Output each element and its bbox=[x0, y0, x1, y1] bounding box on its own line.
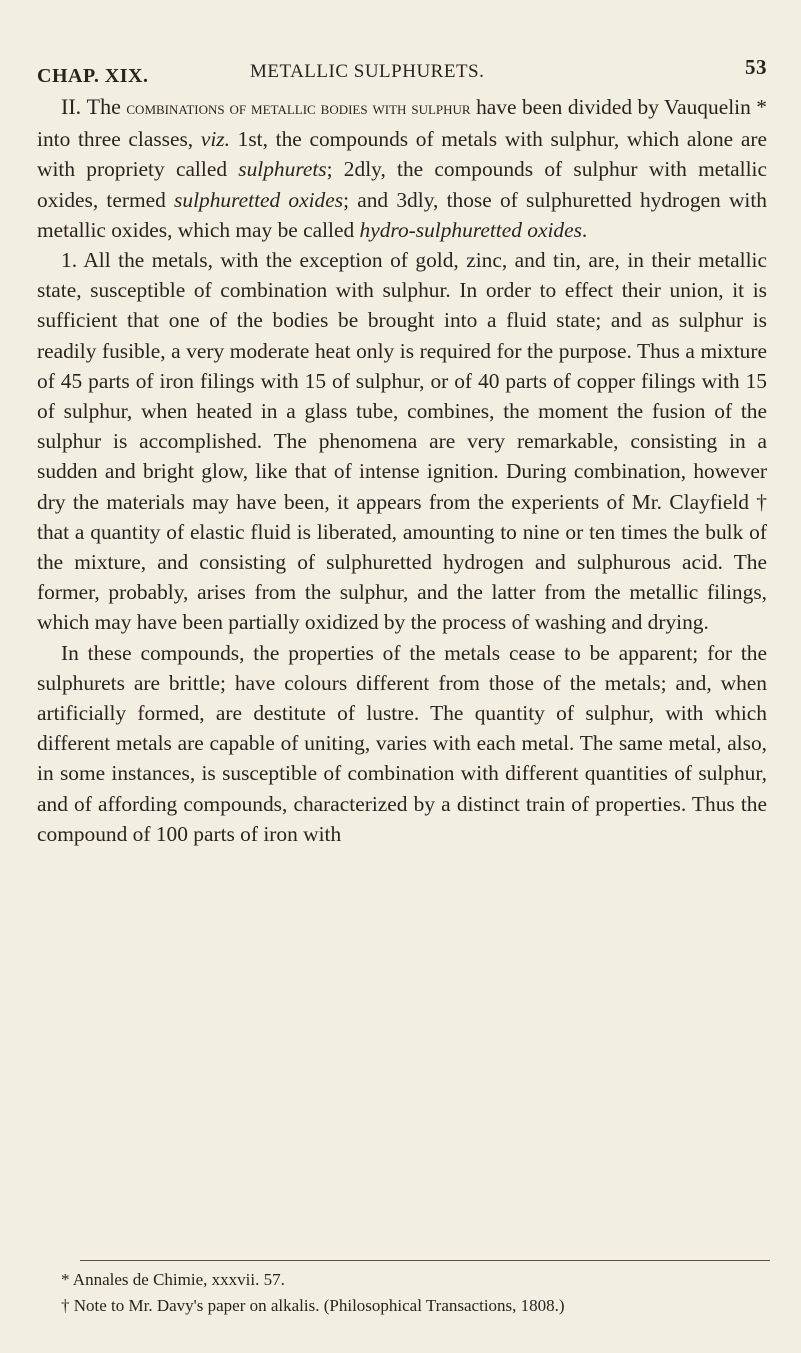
page-number: 53 bbox=[745, 55, 767, 79]
footnote-2: † Note to Mr. Davy's paper on alkalis. (Philosophical Transactions, 1808.) bbox=[61, 1296, 565, 1315]
term-sulphuretted-oxides: sulphuretted oxides bbox=[174, 187, 344, 212]
footnote-rule bbox=[80, 1260, 770, 1261]
intro-text-1: have been divided by Vauquelin * into three classes, bbox=[37, 95, 767, 152]
section-numeral: II. bbox=[61, 94, 82, 119]
footnote-1: * Annales de Chimie, xxxvii. 57. bbox=[61, 1270, 285, 1289]
chapter-label: CHAP. XIX. bbox=[37, 65, 149, 87]
term-hydro-sulphuretted-oxides: hydro-sulphuretted oxides bbox=[359, 217, 582, 242]
intro-text-2: 1st, the compounds of metals with sulphur, which alone are with propriety called bbox=[37, 127, 767, 182]
running-title: METALLIC SULPHURETS. bbox=[250, 61, 485, 82]
viz-abbrev: viz. bbox=[200, 127, 230, 152]
intro-text-3: ; 2dly, the compounds of sulphur with metallic oxides, termed bbox=[37, 157, 767, 212]
body-text bbox=[37, 92, 767, 849]
footnotes bbox=[37, 1268, 767, 1320]
paragraph-2: In these compounds, the properties of the metals cease to be apparent; for the sulphurets are brittle; have colours different from those of the metals; and, when artificially formed, are destitute of lustre. The quantity of sulphur, with which different metals are capable of uniting, varies with each metal. The same metal, also, in some instances, is susceptible of combination with different quantities of sulphur, and of affording compounds, characterized by a distinct train of properties. Thus the compound of 100 parts of iron with bbox=[37, 640, 767, 846]
section-heading: combinations of metallic bodies with sulphur bbox=[126, 98, 471, 119]
running-header bbox=[37, 55, 767, 85]
paragraph-1: 1. All the metals, with the exception of gold, zinc, and tin, are, in their metallic state, susceptible of combination with sulphur. In order to effect their union, it is sufficient that one of the bodies be brought into a fluid state; and as sulphur is readily fusible, a very moderate heat only is required for the purpose. Thus a mixture of 45 parts of iron filings with 15 of sulphur, or of 40 parts of copper filings with 15 of sulphur, when heated in a glass tube, combines, the moment the fusion of the sulphur is accomplished. The phenomena are very remarkable, consisting in a sudden and bright glow, like that of intense ignition. During combination, however dry the materials may have been, it appears from the experients of Mr. Clayfield † that a quantity of elastic fluid is liberated, amounting to nine or ten times the bulk of the mixture, and consisting of sulphuretted hydrogen and sulphurous acid. The former, probably, arises from the sulphur, and the latter from the metallic filings, which may have been partially oxidized by the process of washing and drying. bbox=[37, 248, 767, 635]
term-sulphurets: sulphurets bbox=[238, 157, 327, 182]
intro-text-4: ; and 3dly, those of sulphuretted hydrogen with metallic oxides, which may be called bbox=[37, 187, 768, 242]
intro-text-5: . bbox=[581, 217, 588, 242]
section-intro-paragraph bbox=[37, 92, 767, 245]
section-heading-the: The bbox=[86, 94, 121, 119]
